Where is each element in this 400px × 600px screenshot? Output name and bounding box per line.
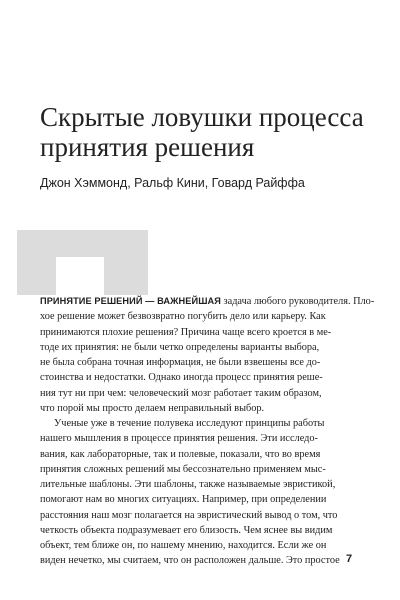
body-line-18: виден нечетко, мы считаем, что он расположен дальше. Это простое [40, 555, 340, 567]
body-line-2: хое решение может безвозвратно погубить дело или карьеру. Как [40, 311, 326, 323]
article-title-line-1: Скрытые ловушки процесса [40, 102, 364, 132]
body-line-11: вания, как лабораторные, так и полевые, показали, что во время [40, 448, 321, 460]
article-authors: Джон Хэммонд, Ральф Кини, Говард Райффа [40, 176, 305, 190]
body-line-7: ния тут ни при чем: человеческий мозг работает таким образом, [40, 387, 322, 399]
body-line-8: что порой мы просто делаем неправильный выбор. [40, 402, 265, 414]
lead-in-text: ПРИНЯТИЕ РЕШЕНИЙ — ВАЖНЕЙШАЯ [40, 296, 221, 306]
body-line-10: нашего мышления в процессе принятия решения. Эти исследо- [40, 433, 318, 445]
body-line-3: принимаются плохие решения? Причина чаще всего кроется в ме- [40, 326, 332, 338]
article-title [40, 102, 380, 162]
body-line-9: Ученые уже в течение полувека исследуют принципы работы [54, 418, 325, 429]
body-line-12: принятия сложных решений мы бессознательно применяем мыс- [40, 463, 326, 475]
body-line-1 [40, 294, 375, 309]
article-body [40, 294, 375, 569]
article-title-line-2: принятия решения [40, 132, 255, 162]
body-line-4: тоде их принятия: не были четко определены варианты выбора, [40, 341, 320, 353]
body-line-15: расстояния наш мозг полагается на эвристический вывод о том, что [40, 509, 338, 521]
body-line-13: лительные шаблоны. Эти шаблоны, также называемые эвристикой, [40, 479, 336, 490]
decorative-grey-block-inset [56, 257, 104, 295]
body-line-14: помогают нам во многих ситуациях. Например, при определении [40, 494, 327, 506]
body-line-5: не была собрана точная информация, не были взвешены все до- [40, 357, 321, 368]
body-line-6: стоинства и недостатки. Однако иногда процесс принятия реше- [40, 372, 323, 384]
body-line-16: четкость объекта подразумевает его близость. Чем яснее вы видим [40, 524, 333, 536]
page-number: 7 [346, 553, 353, 565]
body-line-17: объект, тем ближе он, по нашему мнению, находится. Если же он [40, 540, 327, 551]
body-line-1-rest: задача любого руководителя. Пло- [220, 296, 375, 307]
